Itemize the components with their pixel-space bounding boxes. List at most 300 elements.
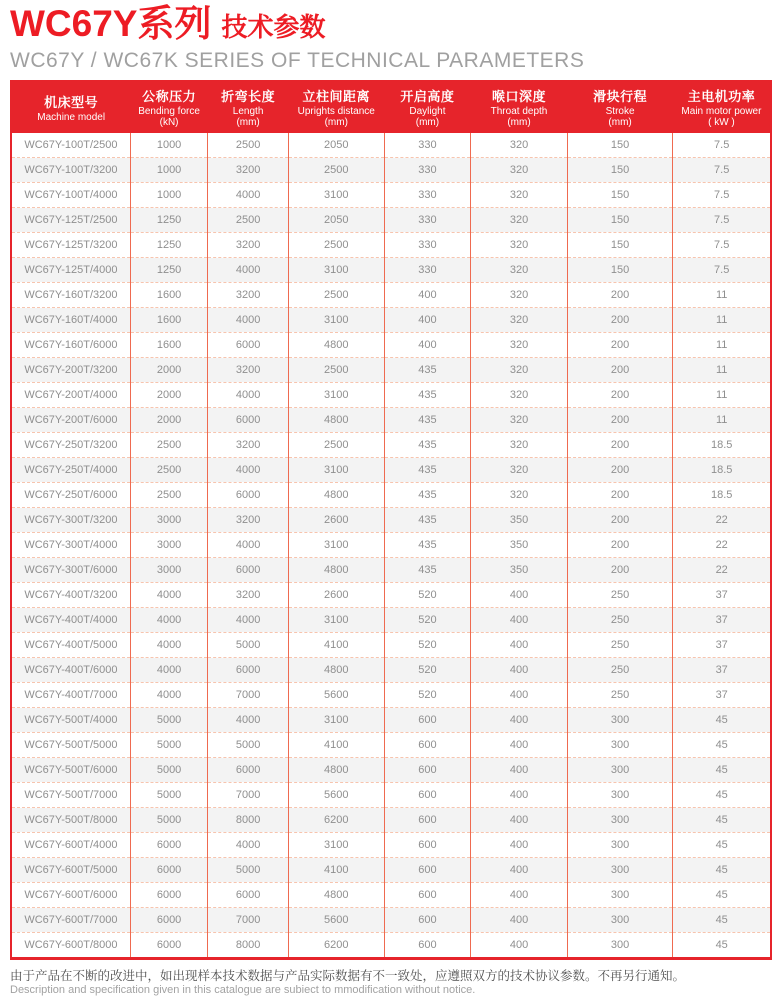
value-cell: 600	[384, 883, 471, 908]
value-cell: 435	[384, 433, 471, 458]
value-cell: 7.5	[673, 183, 771, 208]
value-cell: 3100	[288, 533, 384, 558]
col-header-en: Main motor power	[681, 106, 762, 117]
value-cell: 7.5	[673, 233, 771, 258]
table-row	[11, 133, 771, 158]
model-cell: WC67Y-600T/6000	[11, 883, 130, 908]
footer-note-en: Description and specification given in this catalogue are subiect to mmodification without notice.	[10, 984, 476, 996]
value-cell: 435	[384, 483, 471, 508]
model-cell: WC67Y-160T/4000	[11, 308, 130, 333]
value-cell: 3000	[130, 508, 208, 533]
value-cell: 37	[673, 583, 771, 608]
table-row	[11, 608, 771, 633]
value-cell: 520	[384, 658, 471, 683]
value-cell: 300	[567, 908, 673, 933]
model-cell: WC67Y-125T/3200	[11, 233, 130, 258]
value-cell: 600	[384, 808, 471, 833]
value-cell: 4000	[130, 608, 208, 633]
col-header-zh: 折弯长度	[221, 89, 276, 104]
value-cell: 4800	[288, 558, 384, 583]
value-cell: 3200	[208, 358, 289, 383]
value-cell: 3200	[208, 158, 289, 183]
value-cell: 3200	[208, 508, 289, 533]
table-row	[11, 158, 771, 183]
table-row	[11, 908, 771, 933]
model-cell: WC67Y-500T/7000	[11, 783, 130, 808]
table-row	[11, 633, 771, 658]
col-header-uprights-distance	[288, 81, 384, 133]
value-cell: 350	[471, 508, 568, 533]
table-row	[11, 183, 771, 208]
value-cell: 3100	[288, 458, 384, 483]
value-cell: 400	[384, 308, 471, 333]
model-cell: WC67Y-600T/8000	[11, 933, 130, 959]
value-cell: 600	[384, 933, 471, 959]
value-cell: 400	[471, 808, 568, 833]
value-cell: 3100	[288, 833, 384, 858]
value-cell: 300	[567, 833, 673, 858]
model-cell: WC67Y-100T/4000	[11, 183, 130, 208]
table-header	[11, 81, 771, 133]
value-cell: 600	[384, 758, 471, 783]
value-cell: 4800	[288, 883, 384, 908]
value-cell: 37	[673, 683, 771, 708]
value-cell: 600	[384, 783, 471, 808]
value-cell: 2600	[288, 508, 384, 533]
value-cell: 400	[471, 608, 568, 633]
value-cell: 1000	[130, 133, 208, 158]
table-row	[11, 408, 771, 433]
col-header-stroke	[567, 81, 673, 133]
value-cell: 4800	[288, 658, 384, 683]
page-footer	[10, 969, 772, 997]
value-cell: 400	[384, 283, 471, 308]
value-cell: 5000	[208, 858, 289, 883]
value-cell: 6000	[208, 408, 289, 433]
value-cell: 435	[384, 458, 471, 483]
value-cell: 320	[471, 158, 568, 183]
value-cell: 6000	[130, 883, 208, 908]
value-cell: 5000	[130, 783, 208, 808]
value-cell: 400	[471, 783, 568, 808]
value-cell: 6000	[130, 933, 208, 959]
value-cell: 320	[471, 183, 568, 208]
value-cell: 11	[673, 358, 771, 383]
col-header-unit: (mm)	[608, 117, 632, 128]
value-cell: 435	[384, 408, 471, 433]
value-cell: 7000	[208, 783, 289, 808]
value-cell: 4000	[208, 383, 289, 408]
value-cell: 200	[567, 308, 673, 333]
value-cell: 320	[471, 258, 568, 283]
col-header-zh: 喉口深度	[492, 89, 547, 104]
value-cell: 8000	[208, 933, 289, 959]
value-cell: 4000	[130, 658, 208, 683]
value-cell: 520	[384, 608, 471, 633]
value-cell: 150	[567, 183, 673, 208]
col-header-daylight	[384, 81, 471, 133]
value-cell: 1600	[130, 308, 208, 333]
value-cell: 150	[567, 133, 673, 158]
col-header-en: Stroke	[605, 106, 635, 117]
value-cell: 400	[471, 908, 568, 933]
col-header-zh: 开启高度	[400, 89, 455, 104]
value-cell: 2050	[288, 133, 384, 158]
value-cell: 7.5	[714, 139, 730, 151]
model-cell: WC67Y-300T/3200	[11, 508, 130, 533]
model-cell: WC67Y-200T/4000	[11, 383, 130, 408]
table-header-row	[11, 81, 771, 133]
value-cell: 400	[471, 583, 568, 608]
value-cell: 200	[567, 383, 673, 408]
value-cell: 400	[471, 933, 568, 959]
value-cell: 520	[384, 633, 471, 658]
value-cell: 45	[673, 833, 771, 858]
value-cell: 7000	[208, 908, 289, 933]
value-cell: 6200	[288, 808, 384, 833]
value-cell: 5000	[208, 633, 289, 658]
value-cell: 6000	[208, 758, 289, 783]
value-cell: 2600	[288, 583, 384, 608]
value-cell: 18.5	[673, 483, 771, 508]
model-cell: WC67Y-250T/3200	[11, 433, 130, 458]
value-cell: 11	[673, 408, 771, 433]
table-row	[11, 758, 771, 783]
value-cell: 4000	[208, 458, 289, 483]
col-header-en: Bending force	[138, 106, 200, 117]
col-header-zh: 机床型号	[44, 94, 99, 110]
model-cell: WC67Y-200T/6000	[11, 408, 130, 433]
value-cell: 2500	[288, 233, 384, 258]
value-cell: 2000	[130, 383, 208, 408]
value-cell: 3200	[208, 583, 289, 608]
value-cell: 4000	[130, 583, 208, 608]
model-cell: WC67Y-400T/5000	[11, 633, 130, 658]
value-cell: 6200	[288, 933, 384, 959]
table-row	[11, 858, 771, 883]
value-cell: 3100	[288, 608, 384, 633]
table-row	[11, 883, 771, 908]
table-row	[11, 433, 771, 458]
value-cell: 7.5	[673, 158, 771, 183]
value-cell: 200	[567, 333, 673, 358]
value-cell: 320	[471, 208, 568, 233]
value-cell: 1600	[130, 333, 208, 358]
value-cell: 200	[567, 458, 673, 483]
value-cell: 300	[567, 783, 673, 808]
value-cell: 5000	[130, 758, 208, 783]
value-cell: 5600	[288, 683, 384, 708]
model-cell: WC67Y-400T/7000	[11, 683, 130, 708]
value-cell: 320	[471, 408, 568, 433]
value-cell: 200	[567, 483, 673, 508]
table-row	[11, 458, 771, 483]
value-cell: 45	[673, 783, 771, 808]
value-cell: 45	[673, 733, 771, 758]
value-cell: 22	[673, 558, 771, 583]
value-cell: 150	[567, 233, 673, 258]
value-cell: 2500	[208, 208, 289, 233]
model-cell: WC67Y-600T/5000	[11, 858, 130, 883]
table-row	[11, 708, 771, 733]
col-header-en: Machine model	[37, 111, 106, 123]
value-cell: 18.5	[673, 458, 771, 483]
value-cell: 300	[567, 933, 673, 959]
value-cell: 6000	[208, 558, 289, 583]
value-cell: 250	[567, 608, 673, 633]
col-header-unit: (mm)	[324, 117, 348, 128]
col-header-en: Length	[232, 106, 264, 117]
value-cell: 4000	[130, 683, 208, 708]
value-cell: 300	[567, 858, 673, 883]
value-cell: 150	[567, 208, 673, 233]
col-header-zh: 滑块行程	[593, 89, 648, 104]
col-header-unit: (kN)	[159, 117, 179, 128]
table-row	[11, 533, 771, 558]
value-cell: 37	[673, 608, 771, 633]
value-cell: 300	[567, 883, 673, 908]
value-cell: 1250	[130, 233, 208, 258]
value-cell: 250	[567, 633, 673, 658]
table-row	[11, 658, 771, 683]
table-body	[11, 133, 771, 959]
value-cell: 400	[471, 633, 568, 658]
value-cell: 3200	[208, 283, 289, 308]
value-cell: 3000	[130, 558, 208, 583]
value-cell: 435	[384, 358, 471, 383]
value-cell: 320	[471, 358, 568, 383]
value-cell: 435	[384, 383, 471, 408]
value-cell: 5000	[208, 733, 289, 758]
value-cell: 300	[567, 708, 673, 733]
value-cell: 2500	[130, 483, 208, 508]
value-cell: 4000	[130, 633, 208, 658]
value-cell: 200	[567, 533, 673, 558]
model-cell: WC67Y-600T/7000	[11, 908, 130, 933]
value-cell: 4000	[208, 533, 289, 558]
value-cell: 600	[384, 833, 471, 858]
col-header-unit: ( kW )	[708, 117, 735, 128]
col-header-zh: 立柱间距离	[302, 89, 370, 104]
value-cell: 2050	[288, 208, 384, 233]
table-row	[11, 208, 771, 233]
value-cell: 11	[673, 308, 771, 333]
value-cell: 330	[384, 258, 471, 283]
value-cell: 200	[567, 358, 673, 383]
value-cell: 3200	[208, 233, 289, 258]
value-cell: 4000	[208, 833, 289, 858]
model-cell: WC67Y-300T/6000	[11, 558, 130, 583]
value-cell: 320	[471, 433, 568, 458]
model-cell: WC67Y-160T/3200	[11, 283, 130, 308]
col-header-length	[208, 81, 289, 133]
value-cell: 37	[673, 633, 771, 658]
table-row	[11, 683, 771, 708]
col-header-zh: 主电机功率	[687, 89, 756, 104]
col-header-en: Daylight	[409, 106, 446, 117]
col-header-machine-model	[11, 81, 130, 133]
value-cell: 350	[471, 558, 568, 583]
value-cell: 3100	[288, 708, 384, 733]
table-row	[11, 508, 771, 533]
page-title-series: WC67Y系列	[10, 3, 212, 44]
technical-parameters-table	[10, 80, 772, 960]
value-cell: 435	[384, 533, 471, 558]
value-cell: 45	[673, 708, 771, 733]
value-cell: 250	[567, 583, 673, 608]
col-header-unit: (mm)	[415, 117, 440, 128]
model-cell: WC67Y-250T/4000	[11, 458, 130, 483]
value-cell: 4000	[208, 183, 289, 208]
value-cell: 320	[471, 458, 568, 483]
value-cell: 45	[673, 933, 771, 959]
value-cell: 6000	[130, 908, 208, 933]
model-cell: WC67Y-300T/4000	[11, 533, 130, 558]
value-cell: 4100	[288, 633, 384, 658]
value-cell: 2500	[130, 458, 208, 483]
col-header-main-motor-power	[673, 81, 771, 133]
value-cell: 45	[673, 883, 771, 908]
value-cell: 320	[471, 233, 568, 258]
value-cell: 320	[471, 483, 568, 508]
value-cell: 300	[567, 733, 673, 758]
value-cell: 320	[471, 283, 568, 308]
value-cell: 1600	[130, 283, 208, 308]
value-cell: 6000	[208, 483, 289, 508]
model-cell: WC67Y-250T/6000	[11, 483, 130, 508]
model-cell: WC67Y-500T/8000	[11, 808, 130, 833]
value-cell: 3200	[208, 433, 289, 458]
model-cell: WC67Y-125T/2500	[11, 208, 130, 233]
value-cell: 6000	[130, 858, 208, 883]
value-cell: 600	[384, 858, 471, 883]
value-cell: 400	[471, 683, 568, 708]
value-cell: 4800	[288, 408, 384, 433]
value-cell: 330	[384, 208, 471, 233]
value-cell: 400	[471, 758, 568, 783]
model-cell: WC67Y-500T/5000	[11, 733, 130, 758]
value-cell: 7.5	[673, 208, 771, 233]
model-cell: WC67Y-400T/4000	[11, 608, 130, 633]
table-row	[11, 233, 771, 258]
value-cell: 6000	[208, 883, 289, 908]
model-cell: WC67Y-125T/4000	[11, 258, 130, 283]
value-cell: 3100	[288, 308, 384, 333]
value-cell: 4100	[288, 733, 384, 758]
value-cell: 435	[384, 558, 471, 583]
value-cell: 1000	[130, 158, 208, 183]
value-cell: 45	[673, 808, 771, 833]
value-cell: 37	[673, 658, 771, 683]
table-row	[11, 358, 771, 383]
value-cell: 520	[384, 683, 471, 708]
value-cell: 2000	[130, 408, 208, 433]
value-cell: 2500	[288, 433, 384, 458]
col-header-en: Throat depth	[490, 106, 548, 117]
page-title-parameters: 技术参数	[221, 12, 326, 42]
footer-note-zh: 由于产品在不断的改进中，如出现样本技术数据与产品实际数据有不一致处，应遵照双方的技术协议参数。不再另行通知。	[10, 969, 686, 983]
value-cell: 4000	[208, 608, 289, 633]
table-row	[11, 283, 771, 308]
value-cell: 5000	[130, 708, 208, 733]
value-cell: 3100	[288, 258, 384, 283]
value-cell: 250	[567, 683, 673, 708]
page-subtitle: WC67Y / WC67K SERIES OF TECHNICAL PARAMETERS	[10, 49, 585, 72]
value-cell: 3000	[130, 533, 208, 558]
table-row	[11, 483, 771, 508]
model-cell: WC67Y-160T/6000	[11, 333, 130, 358]
value-cell: 2500	[288, 283, 384, 308]
value-cell: 3100	[288, 183, 384, 208]
value-cell: 4000	[208, 708, 289, 733]
value-cell: 400	[471, 733, 568, 758]
col-header-unit: (mm)	[507, 117, 531, 128]
value-cell: 150	[567, 158, 673, 183]
value-cell: 5600	[288, 783, 384, 808]
page-title	[10, 2, 772, 48]
value-cell: 3100	[288, 383, 384, 408]
table-row	[11, 333, 771, 358]
value-cell: 2000	[130, 358, 208, 383]
table-row	[11, 783, 771, 808]
value-cell: 200	[567, 508, 673, 533]
value-cell: 300	[567, 758, 673, 783]
col-header-bending-force	[130, 81, 208, 133]
model-cell: WC67Y-500T/6000	[11, 758, 130, 783]
model-cell: WC67Y-600T/4000	[11, 833, 130, 858]
value-cell: 6000	[208, 333, 289, 358]
value-cell: 45	[673, 758, 771, 783]
value-cell: 1000	[130, 183, 208, 208]
value-cell: 600	[384, 733, 471, 758]
value-cell: 1250	[130, 208, 208, 233]
value-cell: 200	[567, 433, 673, 458]
col-header-en: Uprights distance	[297, 106, 375, 117]
value-cell: 200	[567, 283, 673, 308]
value-cell: 11	[673, 283, 771, 308]
value-cell: 320	[471, 308, 568, 333]
value-cell: 2500	[288, 358, 384, 383]
value-cell: 45	[673, 908, 771, 933]
col-header-unit: (mm)	[236, 117, 260, 128]
value-cell: 4800	[288, 333, 384, 358]
col-header-throat-depth	[471, 81, 568, 133]
value-cell: 22	[673, 533, 771, 558]
model-cell: WC67Y-100T/3200	[11, 158, 130, 183]
value-cell: 11	[673, 383, 771, 408]
value-cell: 18.5	[673, 433, 771, 458]
value-cell: 400	[471, 708, 568, 733]
value-cell: 400	[471, 858, 568, 883]
value-cell: 8000	[208, 808, 289, 833]
table-row	[11, 383, 771, 408]
value-cell: 400	[471, 658, 568, 683]
model-cell: WC67Y-400T/6000	[11, 658, 130, 683]
value-cell: 150	[567, 258, 673, 283]
value-cell: 300	[567, 808, 673, 833]
value-cell: 5000	[130, 808, 208, 833]
value-cell: 435	[384, 508, 471, 533]
value-cell: 320	[471, 383, 568, 408]
value-cell: 11	[673, 333, 771, 358]
value-cell: 400	[471, 833, 568, 858]
value-cell: 7.5	[673, 258, 771, 283]
table-row	[11, 933, 771, 959]
value-cell: 330	[384, 233, 471, 258]
value-cell: 400	[471, 883, 568, 908]
value-cell: 4000	[208, 308, 289, 333]
value-cell: 320	[471, 133, 568, 158]
